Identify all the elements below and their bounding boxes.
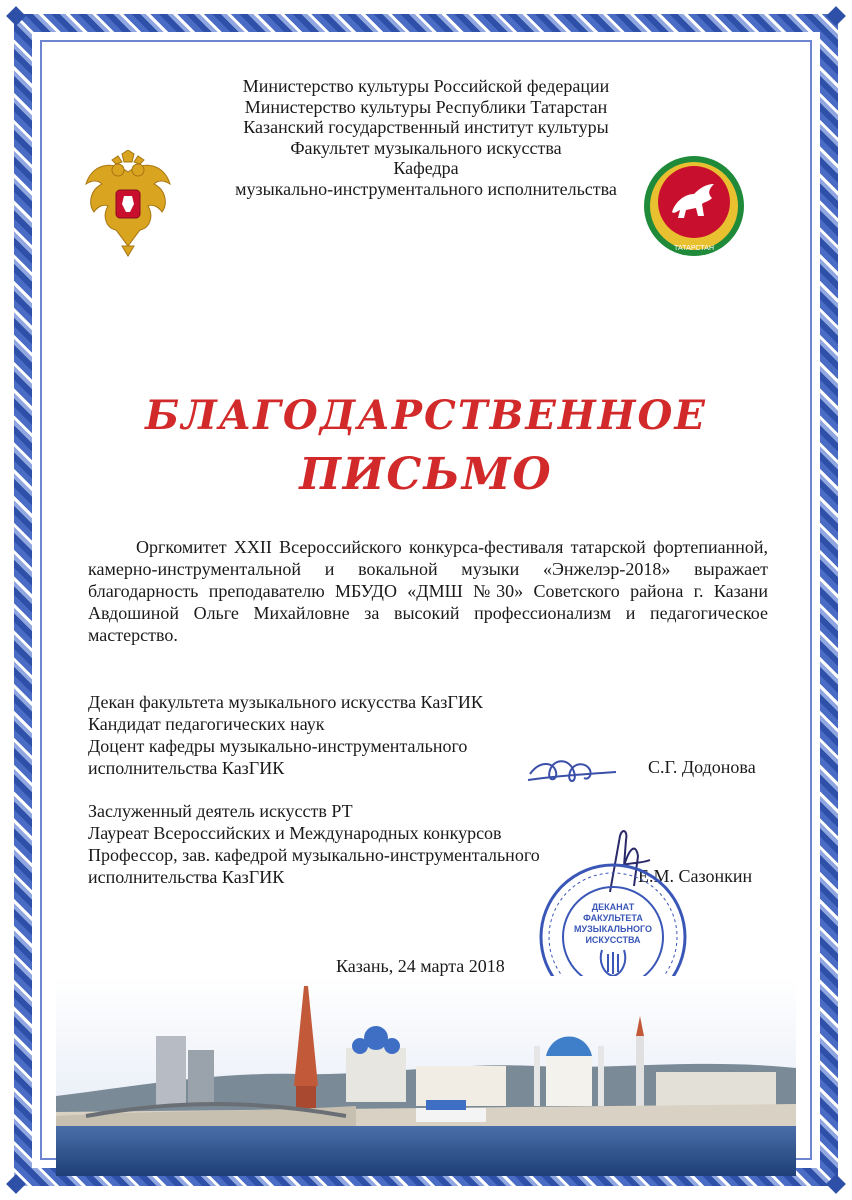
signatory-title-line: Профессор, зав. кафедрой музыкально-инструментального [88, 845, 540, 865]
signatory-title-line: исполнительства КазГИК [88, 758, 285, 778]
header-line: музыкально-инструментального исполнительства [235, 178, 617, 199]
signatory-title-line: Лауреат Всероссийских и Международных конкурсов [88, 823, 502, 843]
russian-coat-of-arms-icon [82, 150, 174, 258]
kazan-kremlin-skyline-image [56, 976, 796, 1176]
header-line: Кафедра [393, 158, 459, 178]
stamp-text: ФАКУЛЬТЕТА [583, 913, 643, 923]
title-line: ПИСЬМО [299, 449, 553, 500]
signatory-title-line: исполнительства КазГИК [88, 867, 285, 887]
city-and-date: Казань, 24 марта 2018 [336, 956, 505, 976]
document-title [120, 388, 732, 506]
signatory-title-line: Доцент кафедры музыкально-инструментального [88, 736, 468, 756]
header-line: Министерство культуры Российской федерации [242, 76, 610, 96]
signatory-dean [88, 691, 483, 779]
header-organizations [200, 76, 652, 199]
signatory-head-of-department [88, 800, 540, 888]
signatory-title-line: Декан факультета музыкального искусства КазГИК [88, 692, 483, 712]
header-line: Казанский государственный институт культуры [243, 117, 609, 137]
tatarstan-emblem-icon [642, 154, 746, 258]
stamp-text: ДЕКАНАТ [591, 902, 635, 912]
handwritten-signature [526, 750, 618, 790]
signatory-name: Е.М. Сазонкин [638, 866, 753, 886]
stamp-text: ИСКУССТВА [585, 935, 641, 945]
stamp-text: МУЗЫКАЛЬНОГО [574, 924, 652, 934]
signatory-name: С.Г. Додонова [648, 757, 756, 777]
emblem-label: ТАТАРСТАН [673, 245, 715, 252]
signatory-title-line: Кандидат педагогических наук [88, 714, 325, 734]
signatory-title-line: Заслуженный деятель искусств РТ [88, 801, 353, 821]
lyre-icon [601, 950, 626, 976]
header-line: Министерство культуры Республики Татарстан [244, 96, 608, 117]
gratitude-text: Оргкомитет XXII Всероссийского конкурса-фестиваля татарской фортепианной, камерно-инструментальной и вокальной музыки «Энжелэр-2018» выражает благодарность преподавателю МБУДО «ДМШ №30» Советского района г. Казани Авдошиной Ольге Михайловне за высокий профессионализм и педагогическое мастерство. [88, 537, 768, 645]
title-line: БЛАГОДАРСТВЕННОЕ [145, 392, 707, 439]
header-line: Факультет музыкального искусства [290, 137, 562, 158]
